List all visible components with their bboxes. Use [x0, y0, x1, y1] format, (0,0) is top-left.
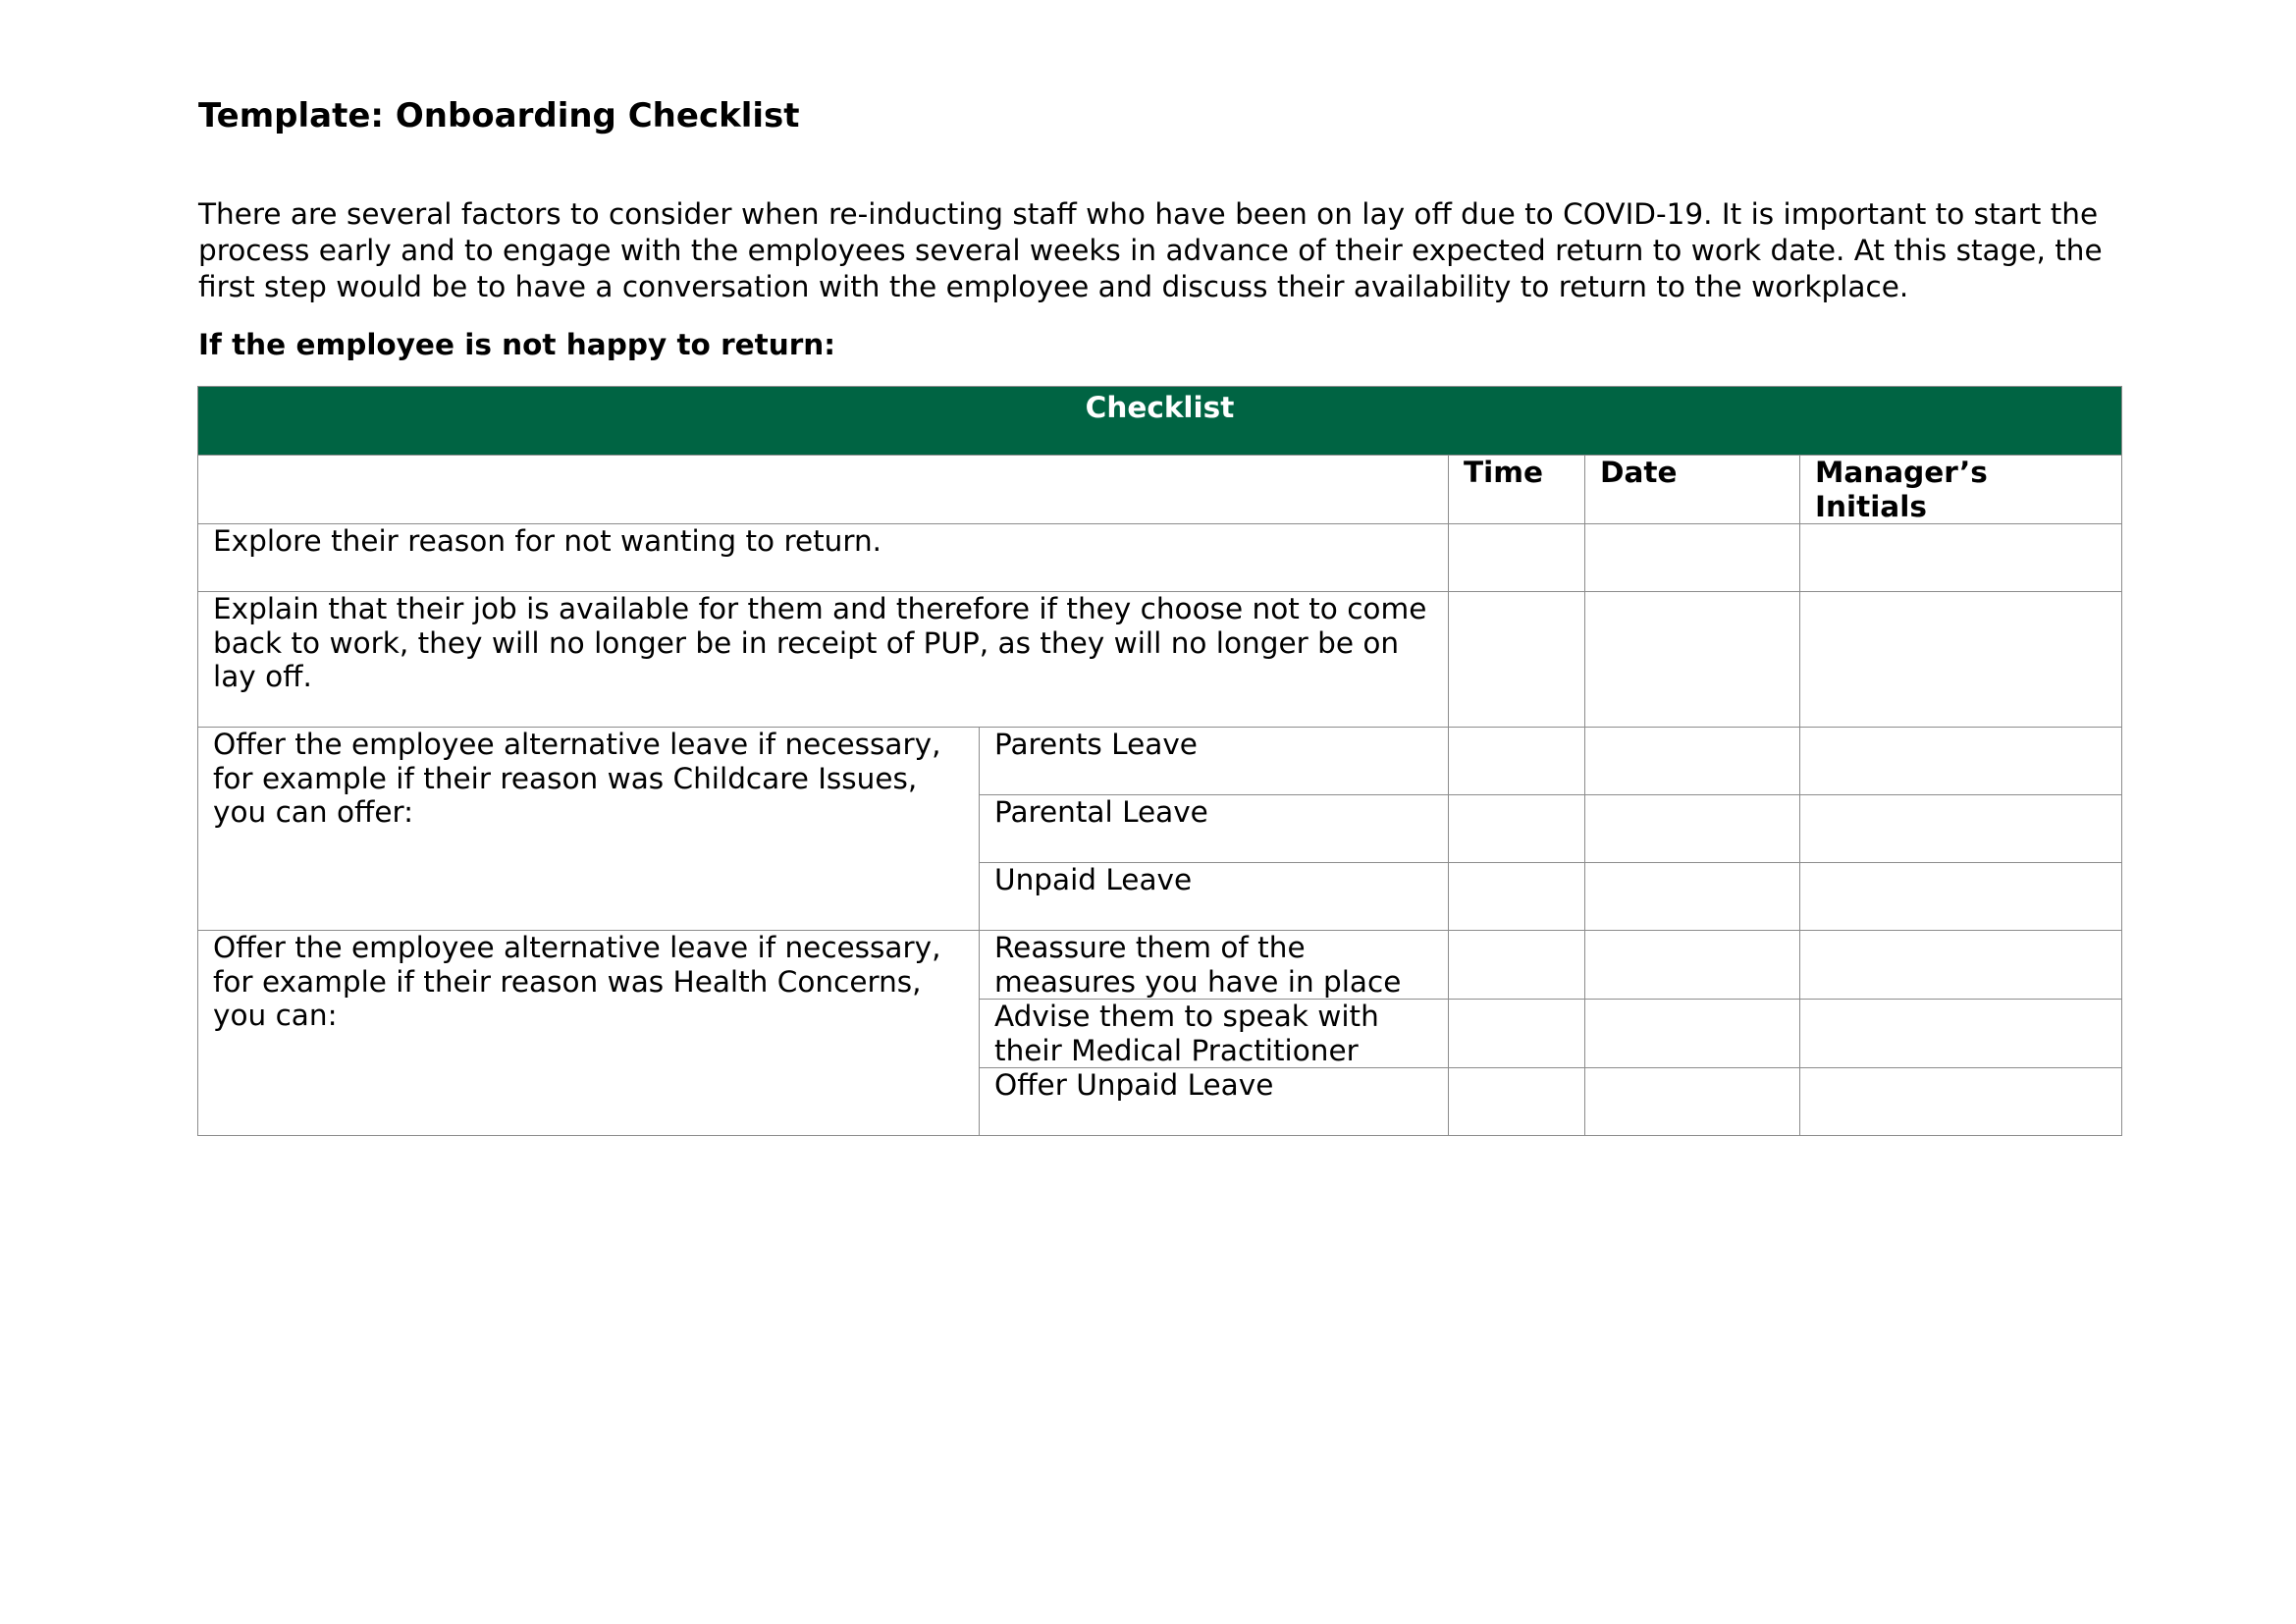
- time-cell[interactable]: [1449, 592, 1585, 728]
- initials-cell[interactable]: [1800, 728, 2122, 795]
- initials-cell[interactable]: [1800, 592, 2122, 728]
- date-column-header: Date: [1585, 456, 1800, 524]
- time-cell[interactable]: [1449, 524, 1585, 592]
- initials-cell[interactable]: [1800, 931, 2122, 1000]
- date-cell[interactable]: [1585, 1000, 1800, 1068]
- table-row: [198, 931, 2122, 1000]
- date-cell[interactable]: [1585, 795, 1800, 863]
- checklist-header: Checklist: [198, 387, 2122, 456]
- checklist-table: [197, 386, 2122, 1136]
- checklist-header-row: [198, 387, 2122, 456]
- time-cell[interactable]: [1449, 728, 1585, 795]
- date-cell[interactable]: [1585, 931, 1800, 1000]
- section-subheading: If the employee is not happy to return:: [198, 328, 836, 361]
- date-cell[interactable]: [1585, 524, 1800, 592]
- initials-cell[interactable]: [1800, 863, 2122, 931]
- task-cell: Offer the employee alternative leave if necessary, for example if their reason was Childcare Issues, you can offer:: [198, 728, 980, 931]
- page-title: Template: Onboarding Checklist: [198, 96, 800, 135]
- initials-cell[interactable]: [1800, 795, 2122, 863]
- table-row: [198, 728, 2122, 795]
- initials-cell[interactable]: [1800, 1000, 2122, 1068]
- time-column-header: Time: [1449, 456, 1585, 524]
- time-cell[interactable]: [1449, 931, 1585, 1000]
- date-cell[interactable]: [1585, 863, 1800, 931]
- initials-cell[interactable]: [1800, 524, 2122, 592]
- initials-cell[interactable]: [1800, 1068, 2122, 1136]
- option-cell: Parents Leave: [980, 728, 1449, 795]
- time-cell[interactable]: [1449, 1068, 1585, 1136]
- date-cell[interactable]: [1585, 1068, 1800, 1136]
- column-header-row: [198, 456, 2122, 524]
- date-cell[interactable]: [1585, 592, 1800, 728]
- time-cell[interactable]: [1449, 863, 1585, 931]
- time-cell[interactable]: [1449, 795, 1585, 863]
- date-cell[interactable]: [1585, 728, 1800, 795]
- option-cell: Advise them to speak with their Medical Practitioner: [980, 1000, 1449, 1068]
- task-cell: Explain that their job is available for them and therefore if they choose not to come back to work, they will no longer be in receipt of PUP, as they will no longer be on lay off.: [198, 592, 1449, 728]
- time-cell[interactable]: [1449, 1000, 1585, 1068]
- task-cell: Offer the employee alternative leave if necessary, for example if their reason was Health Concerns, you can:: [198, 931, 980, 1136]
- table-row: [198, 592, 2122, 728]
- initials-column-header: Manager’s Initials: [1800, 456, 2122, 524]
- intro-paragraph: There are several factors to consider when re-inducting staff who have been on lay off due to COVID-19. It is important to start the process early and to engage with the employees several weeks in advance of their expected return to work date. At this stage, the first step would be to have a conversation with the employee and discuss their availability to return to the workplace.: [198, 197, 2103, 303]
- table-row: [198, 524, 2122, 592]
- task-cell: Explore their reason for not wanting to return.: [198, 524, 1449, 592]
- task-column-header: [198, 456, 1449, 524]
- option-cell: Parental Leave: [980, 795, 1449, 863]
- option-cell: Offer Unpaid Leave: [980, 1068, 1449, 1136]
- option-cell: Reassure them of the measures you have in place: [980, 931, 1449, 1000]
- option-cell: Unpaid Leave: [980, 863, 1449, 931]
